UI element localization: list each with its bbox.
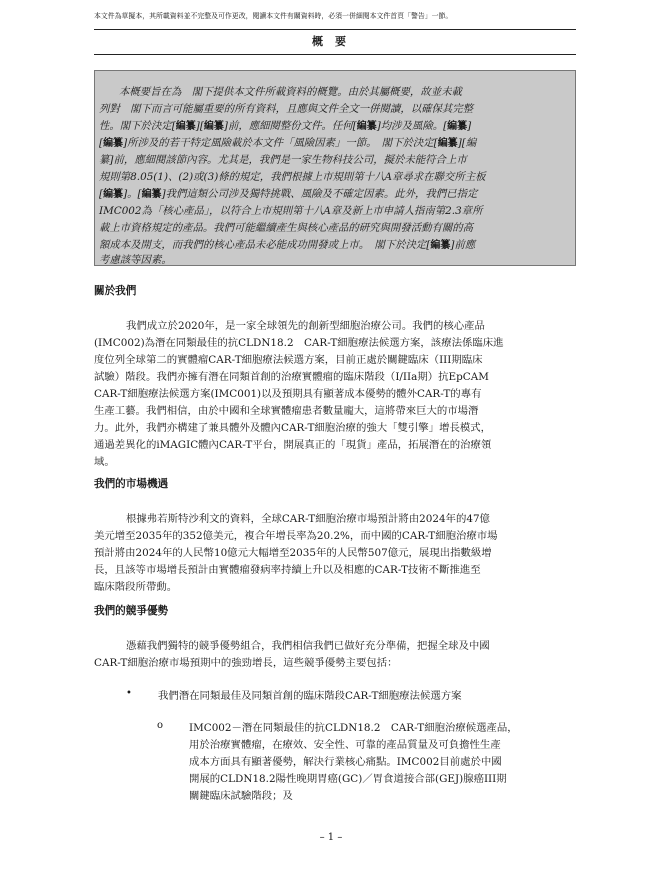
about-line: (IMC002)為潛在同類最佳的抗CLDN18.2 CAR-T細胞療法候選方案，該療法係臨床進 <box>94 337 504 349</box>
about-line: 試驗）階段。我們亦擁有潛在同類首創的治療實體瘤的臨床階段（I/IIa期）抗EpCAM <box>94 371 489 383</box>
summary-line: [編纂]。[編纂]我們這類公司涉及獨特挑戰、風險及不確定因素。此外，我們已指定 <box>99 188 478 200</box>
summary-line: 額成本及開支，而我們的核心產品未必能成功開發或上市。 閣下於決定[編纂]前應 <box>99 239 476 251</box>
summary-line: 載上市資格規定的產品。我們可能繼續產生與核心產品的研究與開發活動有關的高 <box>99 222 474 234</box>
sub-bullet-line: IMC002－潛在同類最佳的抗CLDN18.2 CAR-T細胞治療候選產品， <box>189 722 518 734</box>
section-title: 概要 <box>94 29 576 55</box>
market-line: 根據弗若斯特沙利文的資料，全球CAR-T細胞治療市場預計將由2024年的47億 <box>126 513 490 525</box>
bullet-item: 我們潛在同類最佳及同類首創的臨床階段CAR-T細胞療法候選方案 <box>158 690 462 702</box>
market-heading: 我們的市場機遇 <box>94 478 169 490</box>
sub-bullet-line: 成本方面具有顯著優勢，解決行業核心痛點。IMC002目前處於中國 <box>189 756 502 768</box>
market-line: 臨床階段所帶動。 <box>94 581 178 593</box>
sub-bullet-line: 關鍵臨床試驗階段；及 <box>189 790 293 802</box>
about-line: 力。此外，我們亦構建了兼具體外及體內CAR-T細胞治療的強大「雙引擎」增長模式， <box>94 422 492 434</box>
bullet-marker: • <box>126 688 132 699</box>
draft-notice: 本文件為草擬本，其所載資料並不完整及可作更改，閱讀本文件有關資料時，必須一併細閱本文件首頁「警告」一節。 <box>94 12 453 20</box>
about-line: 通過差異化的iMAGIC體內CAR-T平台，開展真正的「現貨」產品，拓展潛在的治療領 <box>94 439 492 451</box>
market-line: 美元增至2035年的352億美元，複合年增長率為20.2%，而中國的CAR-T細胞治療市場 <box>94 530 498 542</box>
strengths-heading: 我們的競爭優勢 <box>94 605 169 617</box>
about-line: CAR-T細胞療法候選方案(IMC001)以及預期具有顯著成本優勢的體外CAR-T的專有 <box>94 388 482 400</box>
market-line: 預計將由2024年的人民幣10億元大幅增至2035年的人民幣507億元，展現出指數級增 <box>94 547 492 559</box>
sub-bullet-marker: o <box>157 720 164 731</box>
summary-line: [編纂]所涉及的若干特定風險載於本文件「風險因素」一節。 閣下於決定[編纂][編 <box>99 137 477 149</box>
summary-line: 列對 閣下而言可能屬重要的所有資料，且應與文件全文一併閱讀，以確保其完整 <box>99 103 474 115</box>
summary-line: 規則第8.05(1)、(2)或(3)條的規定，我們根據上市規則第十八A章尋求在聯交所主板 <box>99 171 486 183</box>
summary-line: 本概要旨在為 閣下提供本文件所載資料的概覽。由於其屬概要，故並未載 <box>119 86 462 98</box>
about-line: 我們成立於2020年，是一家全球領先的創新型細胞治療公司。我們的核心產品 <box>126 320 485 332</box>
summary-line: 纂]前，應細閱該節內容。尤其是，我們是一家生物科技公司，擬於未能符合上市 <box>99 154 467 166</box>
page-number: – 1 – <box>319 832 343 843</box>
strengths-intro-line: CAR-T細胞治療市場預期中的強勁增長，這些競爭優勢主要包括： <box>94 657 398 669</box>
market-line: 長，且該等市場增長預計由實體瘤發病率持續上升以及相應的CAR-T技術不斷推進至 <box>94 564 481 576</box>
summary-box <box>94 70 576 266</box>
summary-line: IMC002為「核心產品」，以符合上市規則第十八A章及新上市申請人指南第2.3章所 <box>99 205 483 217</box>
summary-line: 考慮該等因素。 <box>99 254 172 266</box>
about-line: 度位列全球第二的實體瘤CAR-T細胞療法候選方案，目前正處於關鍵臨床（III期臨床 <box>94 354 483 366</box>
sub-bullet-line: 用於治療實體瘤，在療效、安全性、可靠的產品質量及可負擔性生產 <box>189 739 501 751</box>
about-heading: 關於我們 <box>94 285 137 297</box>
about-line: 生產工藝。我們相信，由於中國和全球實體瘤患者數量龐大，這將帶來巨大的市場潛 <box>94 405 479 417</box>
summary-line: 性。閣下於決定[編纂][編纂]前，應細閱整份文件。任何[編纂]均涉及風險。[編纂] <box>99 120 472 132</box>
sub-bullet-line: 開展的CLDN18.2陽性晚期胃癌(GC)／胃食道接合部(GEJ)腺癌III期 <box>189 773 507 785</box>
about-line: 域。 <box>94 456 115 468</box>
strengths-intro-line: 憑藉我們獨特的競爭優勢組合，我們相信我們已做好充分準備，把握全球及中國 <box>126 640 490 652</box>
